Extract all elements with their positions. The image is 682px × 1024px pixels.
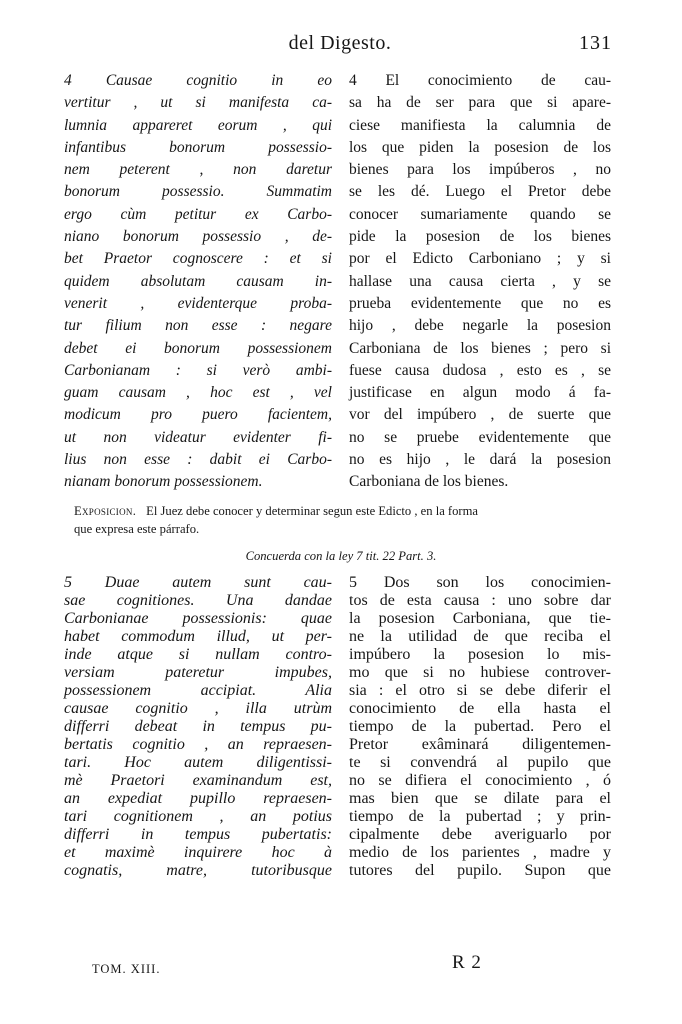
text-line: Carbonianae possessionis: quae [64, 610, 332, 627]
text-line: an expediat pupillo repraesen- [64, 790, 332, 807]
text-line: nem peterent , non daretur [64, 161, 332, 179]
text-line: inde atque si nullam contro- [64, 646, 332, 663]
text-line: bienes para los impúberos , no [349, 161, 611, 179]
text-line: differri in tempus pubertatis: [64, 826, 332, 843]
text-line: venerit , evidenterque proba- [64, 294, 332, 312]
running-title: del Digesto. [288, 32, 392, 54]
text-line: sa ha de ser para que si apare- [349, 94, 611, 112]
text-line: 5 Dos son los conocimien- [349, 574, 611, 591]
exposicion-line-1: El Juez debe conocer y determinar segun este Edicto , en la forma [146, 504, 479, 518]
text-line: vor del impúbero , de suerte que [349, 406, 611, 424]
text-line: lius non esse : dabit ei Carbo- [64, 451, 332, 469]
text-line: Pretor exâminará diligentemen- [349, 736, 611, 753]
text-line: te si convendrá al pupilo que [349, 754, 611, 771]
text-line: cognatis, matre, tutoribusque [64, 862, 332, 879]
text-line: possessionem accipiat. Alia [64, 682, 332, 699]
text-line: no se pruebe evidentemente que [349, 428, 611, 446]
text-line: los que piden la posesion de los [349, 138, 611, 156]
page-number: 131 [579, 32, 612, 54]
section-4-latin-column [64, 70, 332, 494]
text-line: sae cognitiones. Una dandae [64, 592, 332, 609]
text-line: vertitur , ut si manifesta ca- [64, 94, 332, 112]
running-header [60, 32, 620, 60]
concordance-note: Concuerda con la ley 7 tit. 22 Part. 3. [245, 549, 437, 563]
text-line: impúbero la posesion lo mis- [349, 646, 611, 663]
text-line: 4 Causae cognitio in eo [64, 72, 332, 89]
text-line: hijo , debe negarle la posesion [349, 317, 611, 335]
text-line: niano bonorum possessio , de- [64, 228, 332, 246]
text-line: infantibus bonorum possessio- [64, 138, 332, 156]
text-line: mo que si no hubiese controver- [349, 664, 611, 681]
text-line: quidem absolutam causam in- [64, 272, 332, 290]
text-line: no es hijo , le dará la posesion [349, 451, 611, 469]
section-4-spanish-column [349, 70, 611, 494]
text-line: ergo cùm petitur ex Carbo- [64, 205, 332, 223]
text-line: la posesion Carboniana, que tie- [349, 610, 611, 627]
text-line: pide la posesion de los bienes [349, 228, 611, 246]
text-line: tari cognitionem , an potius [64, 808, 332, 825]
text-line: se les dé. Luego el Pretor debe [349, 183, 611, 201]
volume-marker: TOM. XIII. [92, 962, 161, 976]
text-line: prueba evidentemente que no es [349, 294, 611, 312]
text-line: ciese manifiesta la calumnia de [349, 116, 611, 134]
text-line: nianam bonorum possessionem. [64, 473, 263, 491]
text-line: 5 Duae autem sunt cau- [64, 574, 332, 591]
text-line: Carboniana de los bienes ; pero si [349, 339, 611, 357]
text-line: ut non videatur evidenter fi- [64, 428, 332, 446]
text-line: medio de los parientes , madre y [349, 844, 611, 861]
text-line: tiempo de la pubertad. Pero el [349, 718, 611, 735]
section-5-spanish-column [349, 574, 611, 880]
text-line: no se difiera el conocimiento , ó [349, 772, 611, 789]
text-line: versiam pateretur impubes, [64, 664, 332, 681]
text-line: habet commodum illud, ut per- [64, 628, 332, 645]
text-line: conocimiento de ella hasta el [349, 700, 611, 717]
exposicion-note [74, 502, 610, 538]
text-line: tari. Hoc autem diligentissi- [64, 754, 332, 771]
text-line: tos de esta causa : uno sobre dar [349, 592, 611, 609]
text-line: mè Praetori examinandum est, [64, 772, 332, 789]
text-line: Carbonianam : si verò ambi- [64, 361, 332, 379]
text-line: Carboniana de los bienes. [349, 473, 509, 491]
text-line: mas bien que se dilate para el [349, 790, 611, 807]
text-line: bet Praetor cognoscere : et si [64, 250, 332, 268]
text-line: lumnia appareret eorum , qui [64, 116, 332, 134]
text-line: differri debeat in tempus pu- [64, 718, 332, 735]
text-line: cipalmente debe averiguarlo por [349, 826, 611, 843]
text-line: tutores del pupilo. Supon que [349, 862, 611, 879]
text-line: conocer sumariamente quando se [349, 205, 611, 223]
text-line: tiempo de la pubertad ; y prin- [349, 808, 611, 825]
text-line: bertatis cognitio , an repraesen- [64, 736, 332, 753]
section-5-latin-column [64, 574, 332, 880]
text-line: et maximè inquirere hoc à [64, 844, 332, 861]
text-line: modicum pro puero facientem, [64, 406, 332, 424]
text-line: tur filium non esse : negare [64, 317, 332, 335]
text-line: por el Edicto Carboniano ; y si [349, 250, 611, 268]
text-line: ne la utilidad de que reciba el [349, 628, 611, 645]
text-line: sia : el otro si se debe diferir el [349, 682, 611, 699]
text-line: hallase una causa cierta , y se [349, 272, 611, 290]
text-line: justificase en algun modo á fa- [349, 384, 611, 402]
text-line: guam causam , hoc est , vel [64, 384, 332, 402]
exposicion-label: Exposicion. [74, 504, 137, 518]
text-line: 4 El conocimiento de cau- [349, 72, 611, 89]
text-line: bonorum possessio. Summatim [64, 183, 332, 201]
text-line: causae cognitio , illa utrùm [64, 700, 332, 717]
text-line: debet ei bonorum possessionem [64, 339, 332, 357]
text-line: fuese causa dudosa , esto es , se [349, 361, 611, 379]
signature-mark: R 2 [452, 952, 482, 973]
exposicion-line-2: que expresa este párrafo. [74, 522, 200, 536]
